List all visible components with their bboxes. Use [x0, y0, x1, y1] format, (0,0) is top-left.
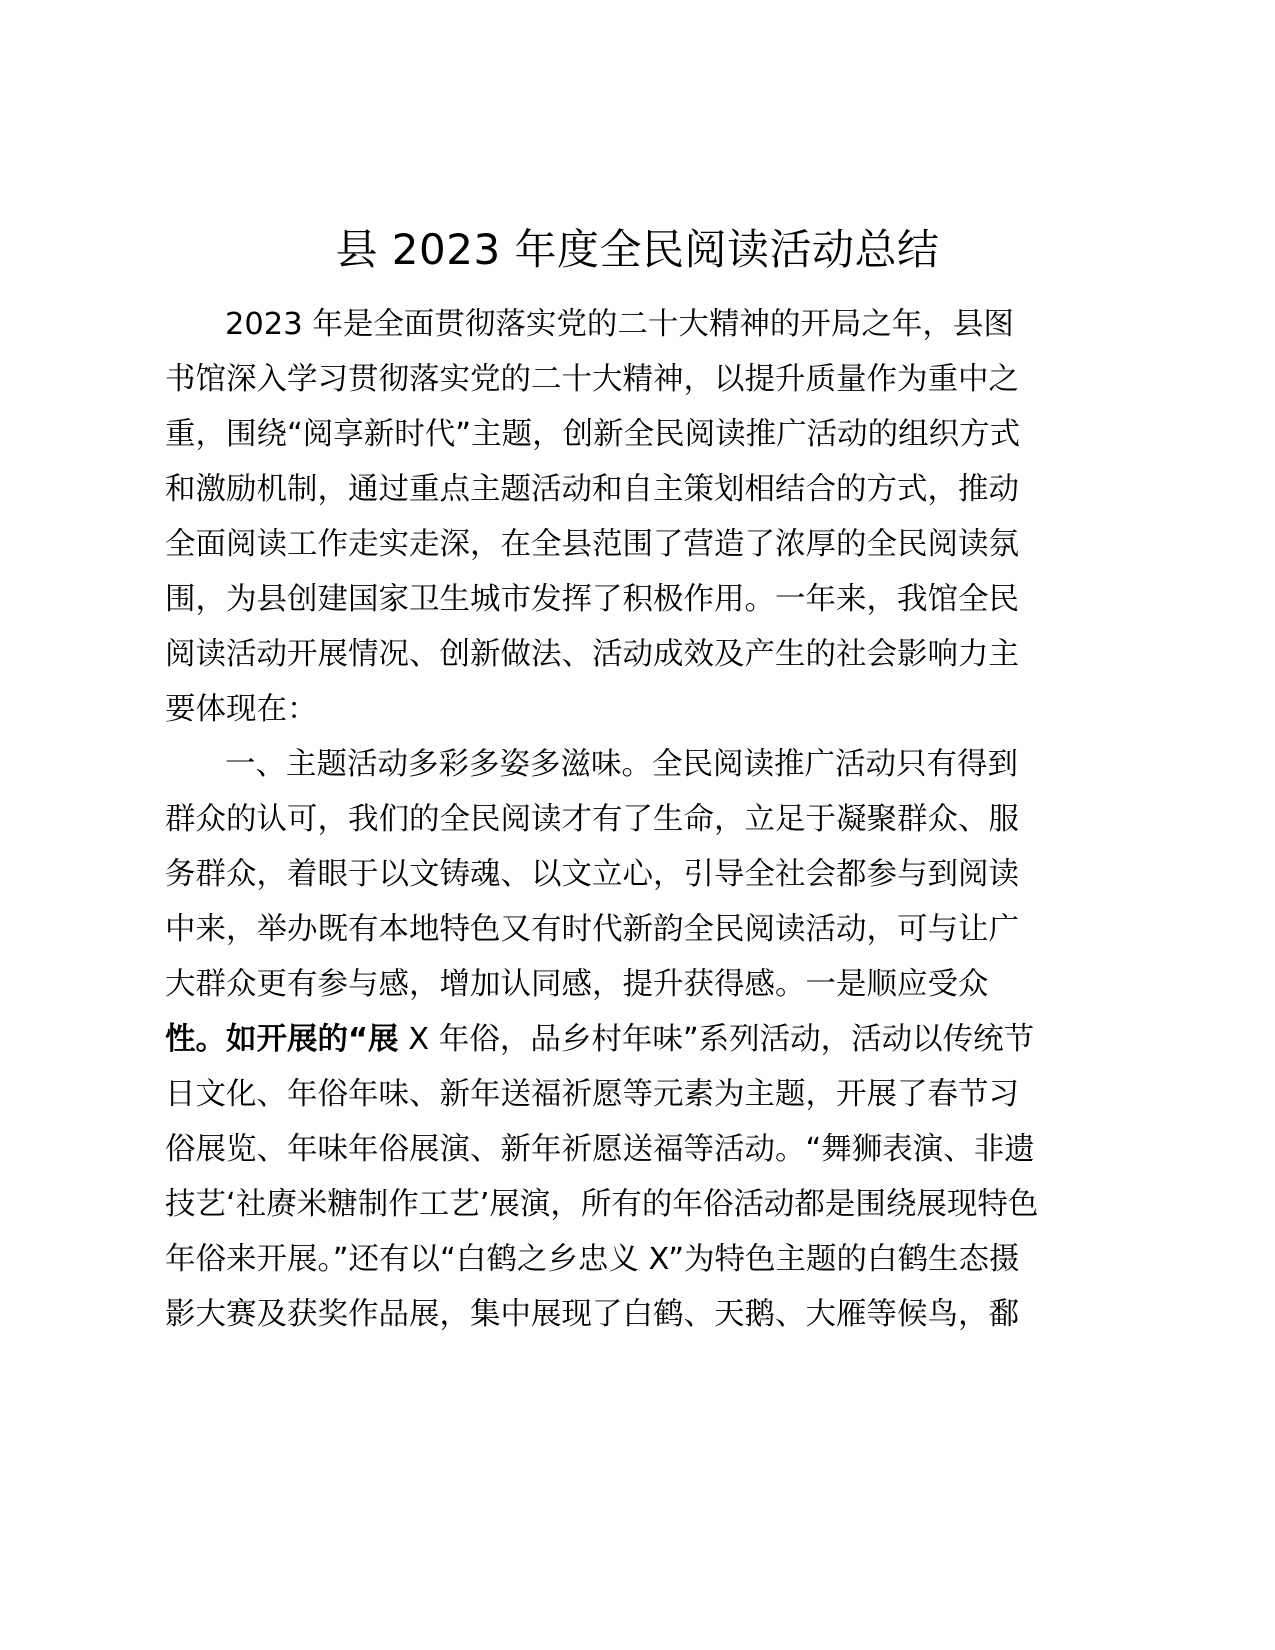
- paragraph-line: 和激励机制，通过重点主题活动和自主策划相结合的方式，推动: [165, 472, 1019, 507]
- bold-text: 性。如开展的“展: [165, 1022, 399, 1057]
- paragraph-line: 群众的认可，我们的全民阅读才有了生命，立足于凝聚群众、服: [165, 802, 1019, 837]
- paragraph-line-mixed: [165, 1020, 1034, 1060]
- paragraph-line: 中来，举办既有本地特色又有时代新韵全民阅读活动，可与让广: [165, 912, 1019, 947]
- paragraph-line: 书馆深入学习贯彻落实党的二十大精神，以提升质量作为重中之: [165, 362, 1019, 397]
- paragraph-line: 日文化、年俗年味、新年送福祈愿等元素为主题，开展了春节习: [165, 1077, 1019, 1112]
- paragraph-line: 影大赛及获奖作品展，集中展现了白鹤、天鹅、大雁等候鸟，鄱: [165, 1297, 1019, 1332]
- paragraph-line: 俗展览、年味年俗展演、新年祈愿送福等活动。“舞狮表演、非遗: [165, 1132, 1035, 1167]
- paragraph-line: 重，围绕“阅享新时代”主题，创新全民阅读推广活动的组织方式: [165, 417, 1021, 452]
- paragraph-line: 要体现在：: [165, 692, 318, 727]
- normal-text: X 年俗，品乡村年味”系列活动，活动以传统节: [398, 1022, 1035, 1057]
- page-title: 县 2023 年度全民阅读活动总结: [335, 225, 940, 274]
- paragraph-line: 年俗来开展。”还有以“白鹤之乡忠义 X”为特色主题的白鹤生态摄: [165, 1242, 1020, 1277]
- paragraph-line: 2023 年是全面贯彻落实党的二十大精神的开局之年，县图: [225, 307, 1014, 342]
- section-heading-line: 一、主题活动多彩多姿多滋味。全民阅读推广活动只有得到: [225, 747, 1018, 782]
- paragraph-line: 技艺‘社赓米糖制作工艺’展演，所有的年俗活动都是围绕展现特色: [165, 1187, 1039, 1222]
- paragraph-line: 全面阅读工作走实走深，在全县范围了营造了浓厚的全民阅读氛: [165, 527, 1019, 562]
- paragraph-line: 围，为县创建国家卫生城市发挥了积极作用。一年来，我馆全民: [165, 582, 1019, 617]
- paragraph-line: 阅读活动开展情况、创新做法、活动成效及产生的社会影响力主: [165, 637, 1019, 672]
- paragraph-line: 务群众，着眼于以文铸魂、以文立心，引导全社会都参与到阅读: [165, 857, 1019, 892]
- paragraph-line: 大群众更有参与感，增加认同感，提升获得感。一是顺应受众: [165, 967, 989, 1002]
